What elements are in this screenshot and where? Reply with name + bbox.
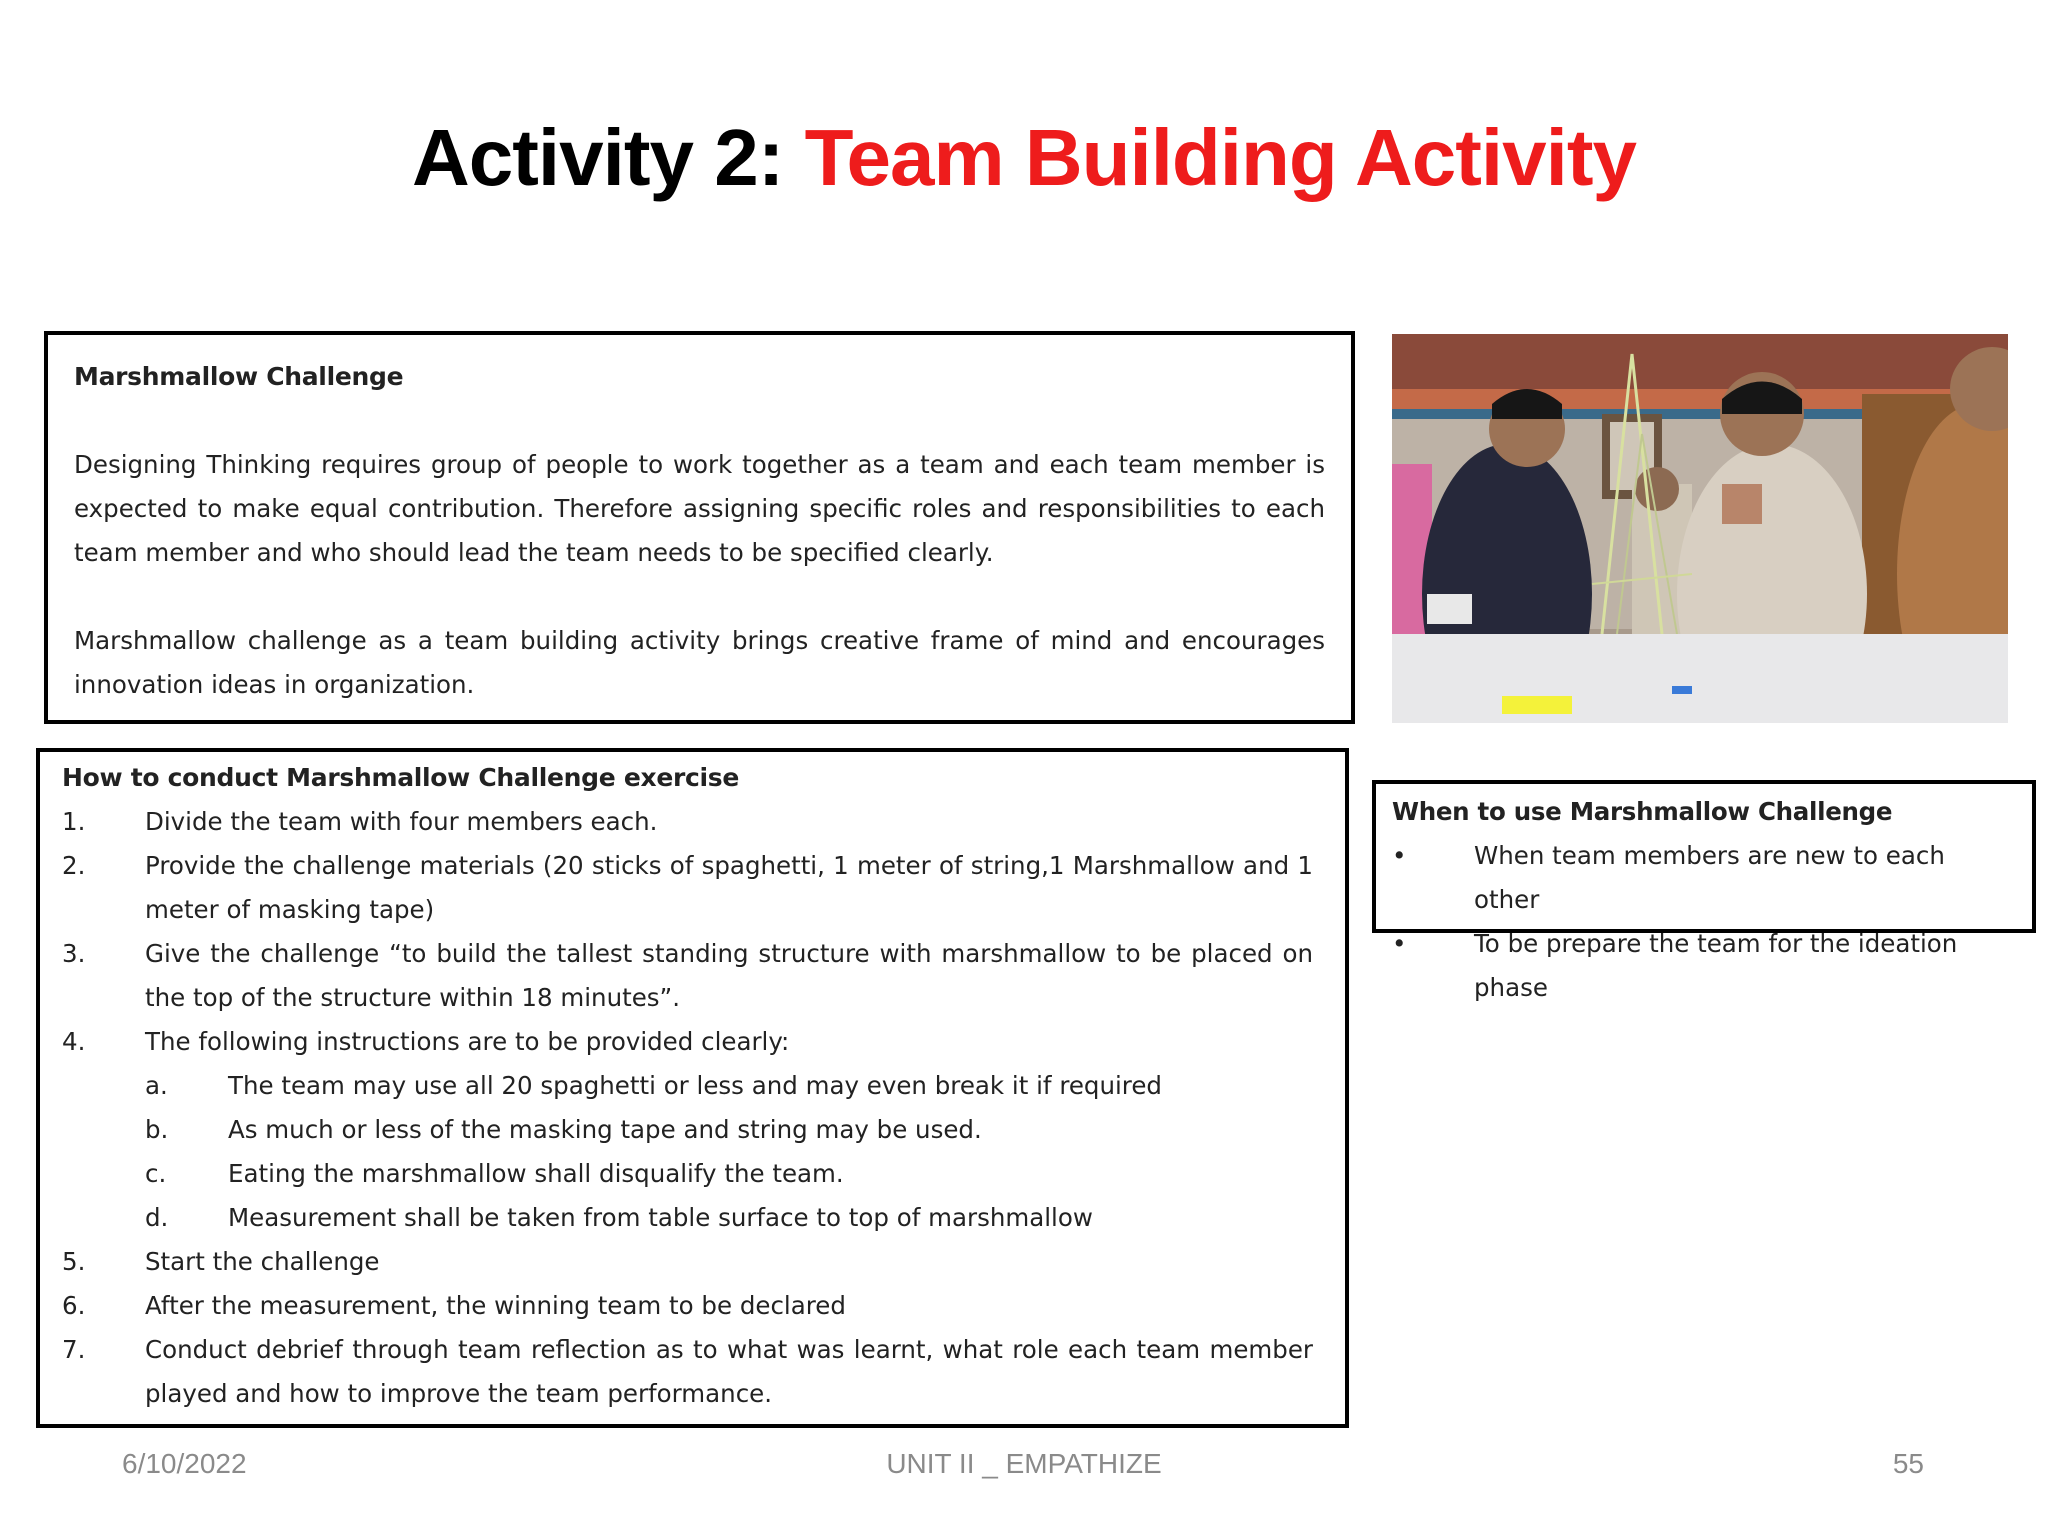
- conduct-challenge-box: [36, 748, 1349, 1428]
- step-text: The following instructions are to be provided clearly:: [145, 1027, 790, 1056]
- step-text: Start the challenge: [145, 1247, 380, 1276]
- step-number: 3.: [62, 939, 86, 968]
- step-item: [62, 1328, 1313, 1416]
- marshmallow-heading: Marshmallow Challenge: [74, 362, 404, 391]
- substep-item: [62, 1152, 1313, 1196]
- step-item: [62, 1284, 1313, 1328]
- substep-item: [62, 1196, 1313, 1240]
- step-text: Conduct debrief through team reflection as to what was learnt, what role each team member played and how to improve the team performance.: [145, 1335, 1313, 1408]
- marshmallow-para-2: Marshmallow challenge as a team building activity brings creative frame of mind and encourages innovation ideas in organization.: [74, 626, 1325, 699]
- substep-text: The team may use all 20 spaghetti or less and may even break it if required: [228, 1071, 1162, 1100]
- marshmallow-challenge-box: [44, 331, 1355, 724]
- step-text: Divide the team with four members each.: [145, 807, 658, 836]
- substep-letter: d.: [145, 1203, 169, 1232]
- substep-text: Eating the marshmallow shall disqualify the team.: [228, 1159, 844, 1188]
- step-item: [62, 932, 1313, 1020]
- step-number: 2.: [62, 851, 86, 880]
- team-photo: [1392, 334, 2008, 723]
- step-item: [62, 800, 1313, 844]
- slide-title: [0, 113, 2048, 202]
- footer-unit: UNIT II _ EMPATHIZE: [886, 1448, 1162, 1479]
- bullet-text: To be prepare the team for the ideation phase: [1474, 929, 1958, 1002]
- step-number: 1.: [62, 807, 86, 836]
- step-item: [62, 844, 1313, 932]
- step-number: 7.: [62, 1335, 86, 1364]
- substep-letter: a.: [145, 1071, 168, 1100]
- step-number: 6.: [62, 1291, 86, 1320]
- conduct-heading: How to conduct Marshmallow Challenge exercise: [62, 763, 740, 792]
- bullet-item: [1392, 922, 2016, 1010]
- step-item: [62, 1240, 1313, 1284]
- when-heading: When to use Marshmallow Challenge: [1392, 797, 1893, 826]
- step-item: [62, 1020, 1313, 1064]
- step-text: Give the challenge “to build the tallest standing structure with marshmallow to be placed on the top of the structure within 18 minutes”.: [145, 939, 1313, 1012]
- footer-page-number: 55: [1892, 1448, 1924, 1479]
- bullet-icon: •: [1392, 929, 1407, 958]
- footer-date: 6/10/2022: [122, 1448, 247, 1479]
- step-number: 4.: [62, 1027, 86, 1056]
- substep-item: [62, 1108, 1313, 1152]
- title-accent: Team Building Activity: [804, 113, 1636, 202]
- when-to-use-box: [1372, 780, 2036, 1002]
- substep-text: Measurement shall be taken from table surface to top of marshmallow: [228, 1203, 1093, 1232]
- step-text: Provide the challenge materials (20 sticks of spaghetti, 1 meter of string,1 Marshmallow and 1 meter of masking tape): [145, 851, 1313, 924]
- bullet-text: When team members are new to each other: [1474, 841, 1945, 914]
- bullet-icon: •: [1392, 841, 1407, 870]
- substep-letter: c.: [145, 1159, 167, 1188]
- marshmallow-para-1: Designing Thinking requires group of people to work together as a team and each team member is expected to make equal contribution. Therefore assigning specific roles and responsibilities to each team member and who should lead the team needs to be specified clearly.: [74, 450, 1325, 567]
- title-prefix: Activity 2:: [411, 113, 805, 202]
- substep-text: As much or less of the masking tape and string may be used.: [228, 1115, 982, 1144]
- step-number: 5.: [62, 1247, 86, 1276]
- substep-item: [62, 1064, 1313, 1108]
- step-text: After the measurement, the winning team to be declared: [145, 1291, 846, 1320]
- substep-letter: b.: [145, 1115, 169, 1144]
- bullet-item: [1392, 834, 2016, 922]
